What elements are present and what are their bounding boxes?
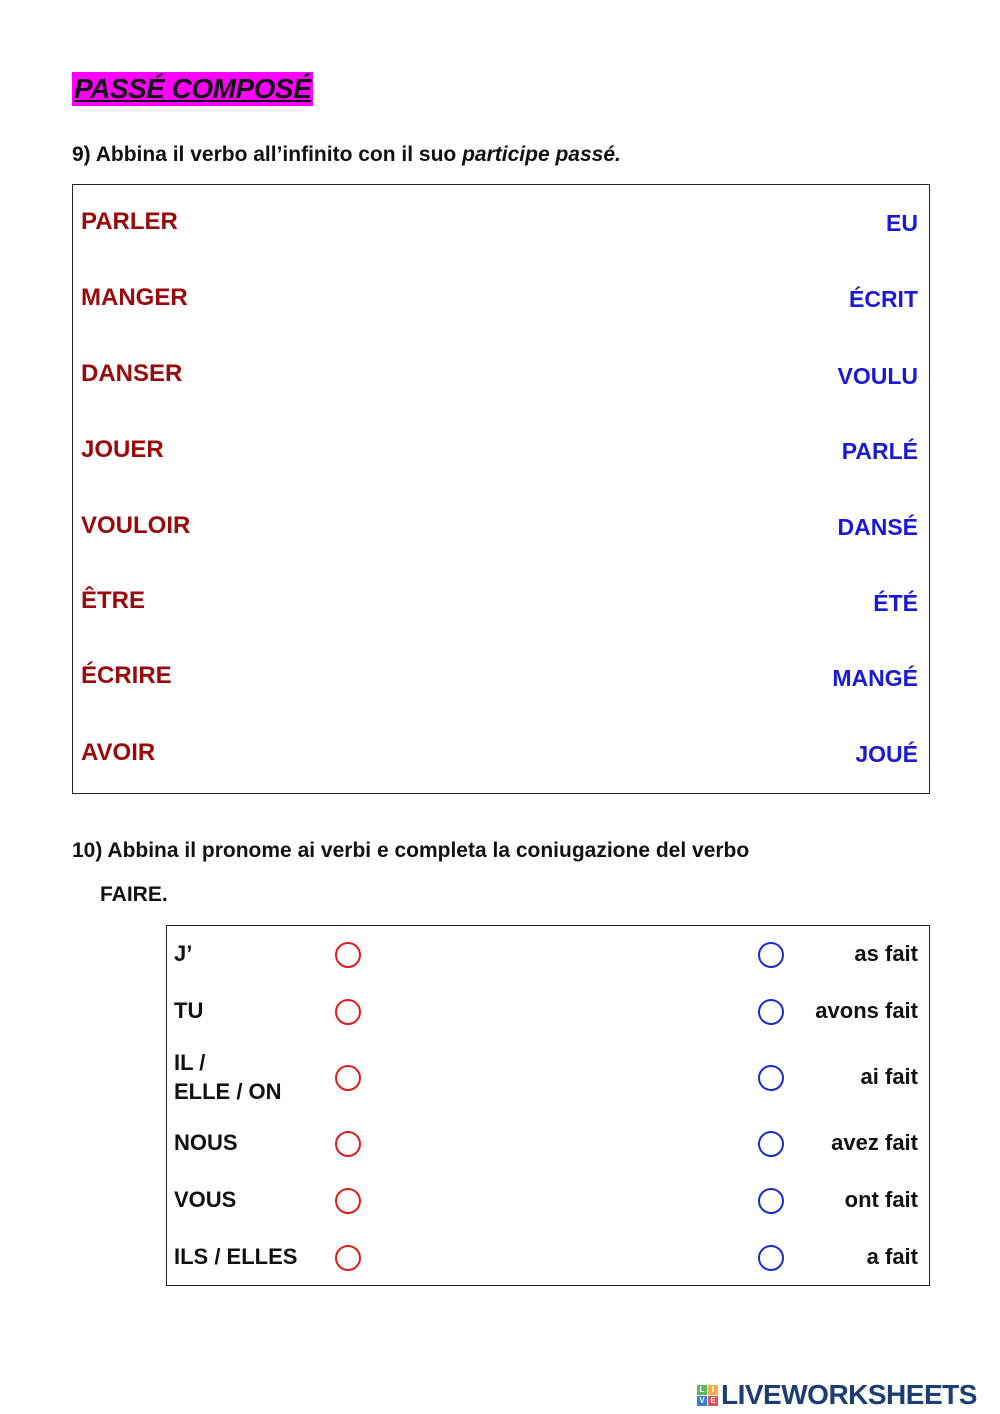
infinitive-item[interactable]: JOUER: [81, 436, 164, 463]
logo-letter: I: [708, 1385, 718, 1395]
matching-box-9: [72, 184, 930, 794]
verb-form: avez fait: [831, 1130, 918, 1155]
pronoun-connector-dot[interactable]: [335, 942, 361, 968]
participle-item[interactable]: DANSÉ: [837, 514, 918, 540]
pronoun: ELLE / ON: [174, 1079, 282, 1104]
infinitive-item[interactable]: ÉCRIRE: [81, 662, 172, 689]
logo-letter: L: [697, 1385, 707, 1395]
question-10-line2: FAIRE.: [100, 883, 168, 906]
pronoun: VOUS: [174, 1187, 237, 1212]
question-9-italic: participe passé.: [462, 143, 621, 166]
verb-form: avons fait: [815, 998, 918, 1023]
infinitive-item[interactable]: MANGER: [81, 284, 188, 311]
pronoun-connector-dot[interactable]: [335, 1245, 361, 1271]
infinitive-item[interactable]: ÊTRE: [81, 587, 146, 614]
live-blocks-icon: [697, 1385, 718, 1406]
participle-item[interactable]: VOULU: [837, 363, 918, 389]
logo-letter: E: [708, 1396, 718, 1406]
pronoun-connector-dot[interactable]: [335, 1188, 361, 1214]
verb-form: ont fait: [844, 1187, 918, 1212]
pronoun: NOUS: [174, 1130, 238, 1155]
pronoun: ILS / ELLES: [174, 1244, 298, 1269]
verb-connector-dot[interactable]: [758, 999, 784, 1025]
verb-connector-dot[interactable]: [758, 1245, 784, 1271]
verb-connector-dot[interactable]: [758, 1065, 784, 1091]
pronoun: J’: [174, 941, 193, 966]
participle-item[interactable]: MANGÉ: [832, 665, 918, 691]
infinitive-item[interactable]: VOULOIR: [81, 512, 191, 539]
logo-letter: V: [697, 1396, 707, 1406]
pronoun: TU: [174, 998, 204, 1023]
participle-item[interactable]: ÉTÉ: [873, 590, 918, 616]
pronoun-connector-dot[interactable]: [335, 1065, 361, 1091]
verb-form: a fait: [866, 1244, 918, 1269]
infinitive-item[interactable]: AVOIR: [81, 739, 156, 766]
participle-item[interactable]: PARLÉ: [841, 438, 918, 464]
participle-item[interactable]: ÉCRIT: [849, 286, 918, 312]
verb-connector-dot[interactable]: [758, 942, 784, 968]
participle-item[interactable]: EU: [886, 210, 918, 236]
pronoun-connector-dot[interactable]: [335, 1131, 361, 1157]
verb-connector-dot[interactable]: [758, 1131, 784, 1157]
verb-form: as fait: [854, 941, 918, 966]
question-9: [72, 143, 621, 167]
liveworksheets-logo: [697, 1379, 977, 1411]
pronoun: IL /: [174, 1050, 206, 1075]
question-9-text: 9) Abbina il verbo all’infinito con il suo: [72, 143, 463, 166]
verb-connector-dot[interactable]: [758, 1188, 784, 1214]
pronoun-connector-dot[interactable]: [335, 999, 361, 1025]
infinitive-item[interactable]: DANSER: [81, 360, 183, 387]
verb-form: ai fait: [860, 1064, 918, 1089]
infinitive-item[interactable]: PARLER: [81, 208, 178, 235]
question-10-line1: 10) Abbina il pronome ai verbi e completa la coniugazione del verbo: [72, 839, 750, 862]
page-title: PASSÉ COMPOSÉ: [74, 73, 312, 104]
participle-item[interactable]: JOUÉ: [855, 741, 918, 767]
logo-text: LIVEWORKSHEETS: [721, 1379, 977, 1410]
